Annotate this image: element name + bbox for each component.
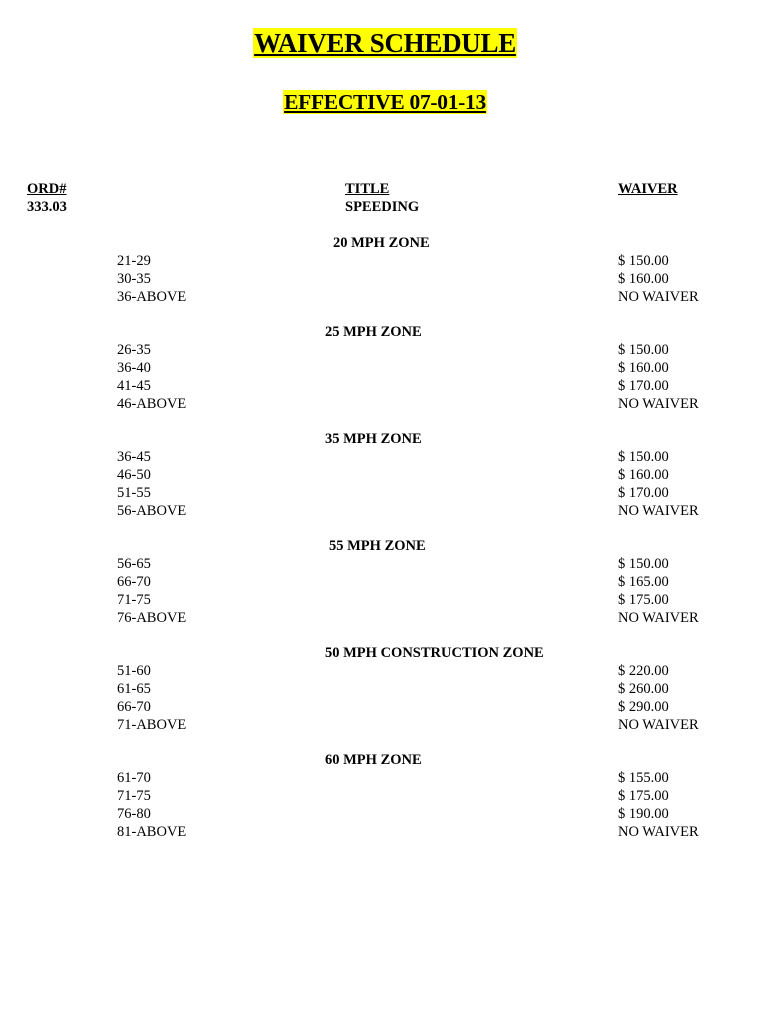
speed-range: 36-ABOVE [117, 289, 187, 305]
waiver-amount: $ 160.00 [618, 271, 669, 287]
speed-range: 46-50 [117, 467, 151, 483]
waiver-amount: $ 160.00 [618, 467, 669, 483]
speed-range: 56-65 [117, 556, 151, 572]
waiver-row [0, 680, 770, 698]
speed-range: 51-60 [117, 663, 151, 679]
waiver-amount: NO WAIVER [618, 824, 699, 840]
speed-range: 21-29 [117, 253, 151, 269]
waiver-row [0, 359, 770, 377]
speed-range: 26-35 [117, 342, 151, 358]
title-column-header: TITLE [345, 181, 390, 197]
waiver-amount: NO WAIVER [618, 289, 699, 305]
waiver-row [0, 662, 770, 680]
effective-date [0, 90, 770, 115]
waiver-amount: $ 150.00 [618, 342, 669, 358]
speed-range: 71-75 [117, 788, 151, 804]
zone-rows [0, 555, 770, 627]
speed-range: 66-70 [117, 699, 151, 715]
document-title [0, 28, 770, 59]
waiver-row [0, 466, 770, 484]
speed-range: 41-45 [117, 378, 151, 394]
waiver-amount: $ 150.00 [618, 556, 669, 572]
zone-heading: 25 MPH ZONE [325, 324, 422, 340]
waiver-row [0, 270, 770, 288]
zone-heading: 35 MPH ZONE [325, 431, 422, 447]
zone-heading: 20 MPH ZONE [333, 235, 430, 251]
waiver-row [0, 769, 770, 787]
waiver-amount: $ 175.00 [618, 788, 669, 804]
ord-title: SPEEDING [345, 199, 420, 215]
speed-range: 61-70 [117, 770, 151, 786]
waiver-amount: $ 175.00 [618, 592, 669, 608]
speed-range: 56-ABOVE [117, 503, 187, 519]
waiver-amount: NO WAIVER [618, 396, 699, 412]
zone-rows [0, 448, 770, 520]
waiver-amount: $ 165.00 [618, 574, 669, 590]
waiver-row [0, 787, 770, 805]
waiver-amount: $ 290.00 [618, 699, 669, 715]
waiver-amount: NO WAIVER [618, 610, 699, 626]
zone-rows [0, 769, 770, 841]
waiver-amount: NO WAIVER [618, 503, 699, 519]
waiver-row [0, 252, 770, 270]
waiver-amount: $ 155.00 [618, 770, 669, 786]
waiver-amount: $ 170.00 [618, 485, 669, 501]
speed-range: 76-ABOVE [117, 610, 187, 626]
speed-range: 81-ABOVE [117, 824, 187, 840]
speed-range: 36-40 [117, 360, 151, 376]
waiver-row [0, 609, 770, 627]
waiver-amount: NO WAIVER [618, 717, 699, 733]
ord-column-header: ORD# [27, 181, 67, 197]
waiver-amount: $ 170.00 [618, 378, 669, 394]
ord-number: 333.03 [27, 199, 67, 215]
zone-rows [0, 662, 770, 734]
waiver-row [0, 591, 770, 609]
zone-heading: 55 MPH ZONE [329, 538, 426, 554]
waiver-row [0, 805, 770, 823]
waiver-row [0, 555, 770, 573]
speed-range: 30-35 [117, 271, 151, 287]
waiver-row [0, 698, 770, 716]
speed-range: 71-75 [117, 592, 151, 608]
waiver-row [0, 573, 770, 591]
waiver-row [0, 288, 770, 306]
zone-heading: 50 MPH CONSTRUCTION ZONE [325, 645, 544, 661]
waiver-amount: $ 190.00 [618, 806, 669, 822]
waiver-row [0, 377, 770, 395]
effective-date-text: EFFECTIVE 07-01-13 [284, 90, 486, 114]
waiver-amount: $ 150.00 [618, 449, 669, 465]
waiver-amount: $ 220.00 [618, 663, 669, 679]
speed-range: 46-ABOVE [117, 396, 187, 412]
waiver-row [0, 484, 770, 502]
zone-rows [0, 252, 770, 306]
waiver-row [0, 448, 770, 466]
waiver-row [0, 341, 770, 359]
speed-range: 76-80 [117, 806, 151, 822]
speed-range: 61-65 [117, 681, 151, 697]
speed-range: 71-ABOVE [117, 717, 187, 733]
speed-range: 51-55 [117, 485, 151, 501]
waiver-row [0, 502, 770, 520]
document-title-text: WAIVER SCHEDULE [254, 28, 516, 58]
waiver-row [0, 823, 770, 841]
speed-range: 36-45 [117, 449, 151, 465]
waiver-amount: $ 160.00 [618, 360, 669, 376]
waiver-row [0, 395, 770, 413]
waiver-row [0, 716, 770, 734]
waiver-column-header: WAIVER [618, 181, 678, 197]
zone-heading: 60 MPH ZONE [325, 752, 422, 768]
speed-range: 66-70 [117, 574, 151, 590]
waiver-amount: $ 260.00 [618, 681, 669, 697]
waiver-amount: $ 150.00 [618, 253, 669, 269]
zone-rows [0, 341, 770, 413]
